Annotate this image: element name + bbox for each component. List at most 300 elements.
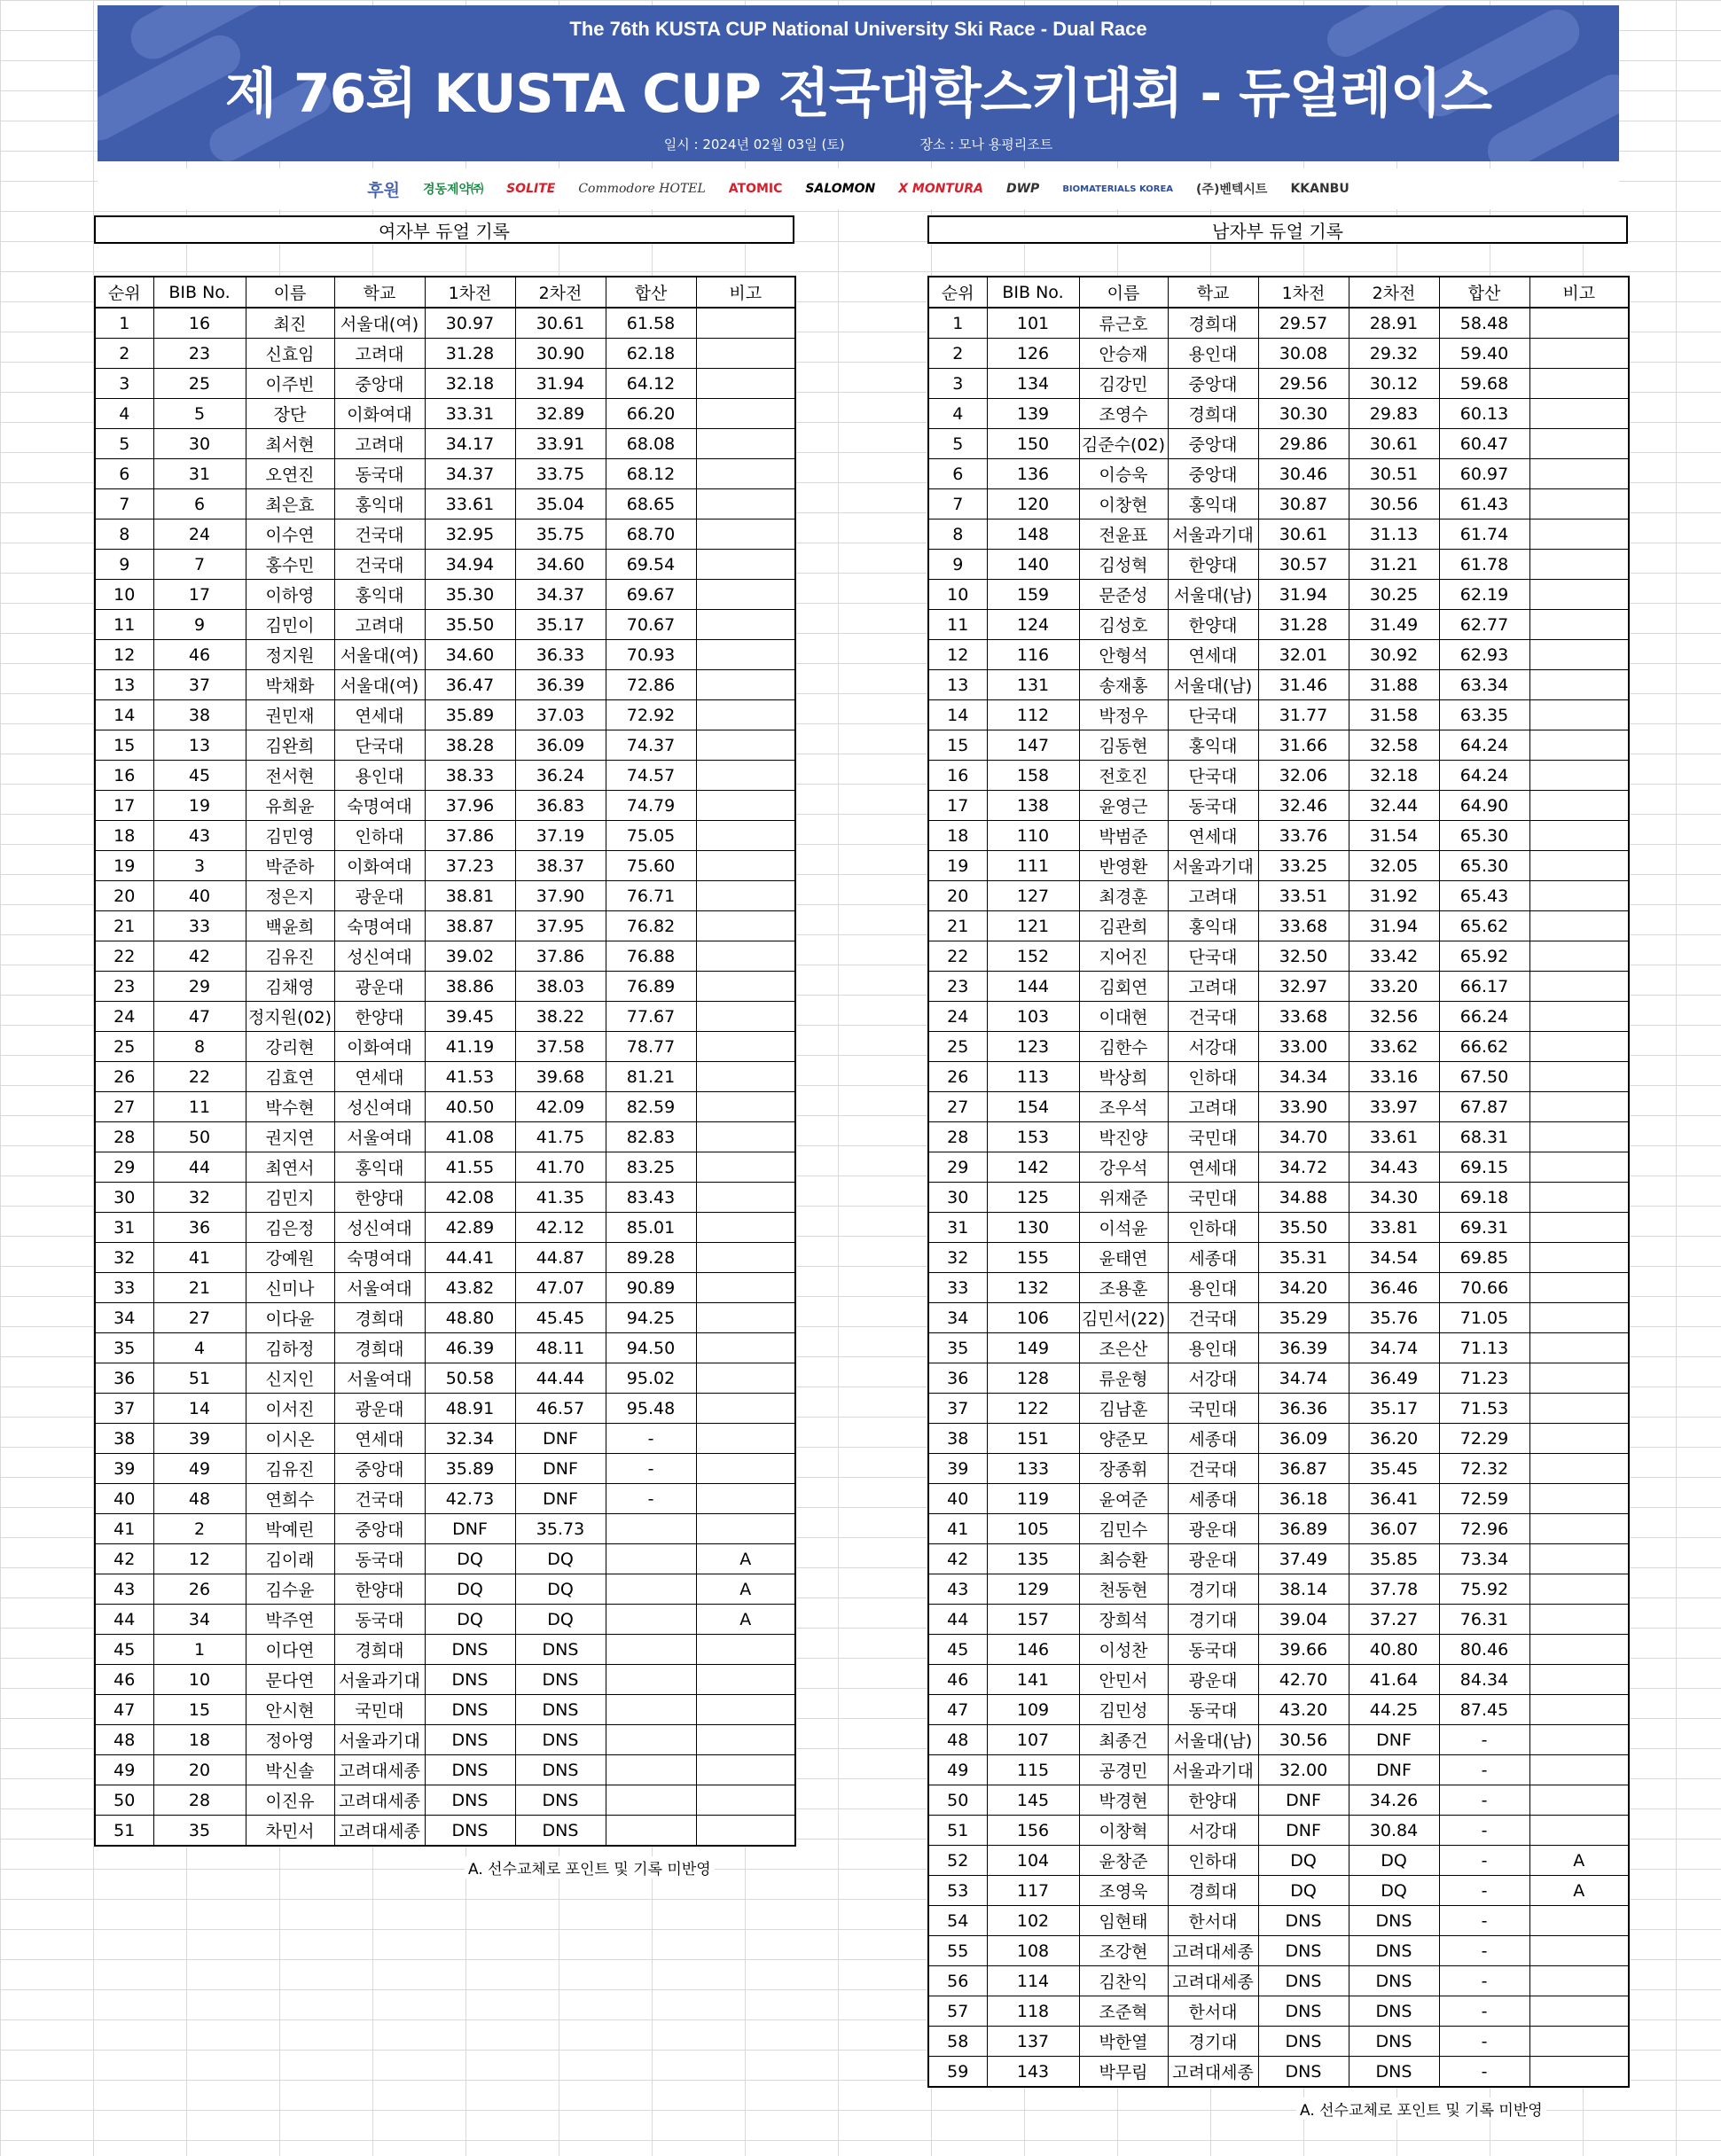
run2-cell: 30.25: [1349, 580, 1439, 610]
rank-cell: 45: [928, 1635, 987, 1665]
total-cell: 62.77: [1439, 610, 1529, 640]
total-cell: [606, 1725, 696, 1755]
total-cell: 70.66: [1439, 1273, 1529, 1303]
remarks-cell: [1529, 610, 1629, 640]
total-cell: 62.18: [606, 339, 696, 369]
run2-cell: 42.12: [515, 1213, 606, 1243]
table-row: [95, 1544, 795, 1574]
bib-cell: 31: [153, 459, 246, 489]
remarks-cell: [696, 1484, 795, 1514]
name-cell: 이시온: [246, 1424, 334, 1454]
table-row: [928, 700, 1629, 730]
remarks-cell: [1529, 1363, 1629, 1394]
run1-cell: 32.46: [1258, 791, 1349, 821]
run2-cell: 34.60: [515, 550, 606, 580]
bib-cell: 19: [153, 791, 246, 821]
name-cell: 박채화: [246, 670, 334, 700]
total-cell: [606, 1514, 696, 1544]
total-cell: 72.96: [1439, 1514, 1529, 1544]
total-cell: -: [1439, 1846, 1529, 1876]
total-cell: 69.54: [606, 550, 696, 580]
name-cell: 김민지: [246, 1183, 334, 1213]
name-cell: 양준모: [1079, 1424, 1168, 1454]
col-run1: 1차전: [1258, 277, 1349, 308]
total-cell: [606, 1635, 696, 1665]
bib-cell: 157: [987, 1605, 1079, 1635]
table-row: [928, 459, 1629, 489]
rank-cell: 2: [928, 339, 987, 369]
remarks-cell: [696, 519, 795, 550]
table-row: [928, 1062, 1629, 1092]
name-cell: 김민수: [1079, 1514, 1168, 1544]
table-row: [928, 1152, 1629, 1183]
run1-cell: 34.37: [425, 459, 515, 489]
rank-cell: 49: [95, 1755, 153, 1785]
table-row: [928, 1785, 1629, 1816]
table-row: [928, 1605, 1629, 1635]
run1-cell: 39.04: [1258, 1605, 1349, 1635]
school-cell: 연세대: [334, 1062, 425, 1092]
bib-cell: 131: [987, 670, 1079, 700]
total-cell: 69.15: [1439, 1152, 1529, 1183]
remarks-cell: [1529, 1816, 1629, 1846]
run2-cell: DNS: [1349, 2057, 1439, 2088]
name-cell: 안민서: [1079, 1665, 1168, 1695]
run2-cell: 29.83: [1349, 399, 1439, 429]
rank-cell: 53: [928, 1876, 987, 1906]
remarks-cell: [696, 1363, 795, 1394]
school-cell: 홍익대: [1168, 489, 1258, 519]
table-row: [928, 580, 1629, 610]
bib-cell: 125: [987, 1183, 1079, 1213]
table-row: [928, 730, 1629, 761]
remarks-cell: [696, 761, 795, 791]
bib-cell: 13: [153, 730, 246, 761]
rank-cell: 34: [95, 1303, 153, 1333]
rank-cell: 37: [95, 1394, 153, 1424]
table-row: [95, 1394, 795, 1424]
rank-cell: 41: [95, 1514, 153, 1544]
run2-cell: 41.75: [515, 1122, 606, 1152]
remarks-cell: [1529, 1605, 1629, 1635]
table-row: [95, 1122, 795, 1152]
bib-cell: 40: [153, 881, 246, 911]
remarks-cell: [1529, 821, 1629, 851]
rank-cell: 55: [928, 1936, 987, 1966]
total-cell: 69.85: [1439, 1243, 1529, 1273]
run2-cell: 36.07: [1349, 1514, 1439, 1544]
run2-cell: 37.78: [1349, 1574, 1439, 1605]
rank-cell: 32: [95, 1243, 153, 1273]
run2-cell: 35.04: [515, 489, 606, 519]
name-cell: 박무림: [1079, 2057, 1168, 2088]
table-row: [95, 1333, 795, 1363]
total-cell: 60.97: [1439, 459, 1529, 489]
run1-cell: 32.34: [425, 1424, 515, 1454]
run2-cell: 44.25: [1349, 1695, 1439, 1725]
total-cell: -: [1439, 1755, 1529, 1785]
school-cell: 서강대: [1168, 1363, 1258, 1394]
total-cell: 82.59: [606, 1092, 696, 1122]
table-row: [928, 911, 1629, 941]
remarks-cell: [696, 1152, 795, 1183]
run1-cell: 33.90: [1258, 1092, 1349, 1122]
run2-cell: 30.61: [515, 308, 606, 339]
header-row: [95, 277, 795, 308]
table-row: [928, 1122, 1629, 1152]
women-results-table: [94, 276, 796, 1847]
run2-cell: 38.22: [515, 1002, 606, 1032]
run1-cell: 34.94: [425, 550, 515, 580]
school-cell: 연세대: [334, 700, 425, 730]
total-cell: 69.67: [606, 580, 696, 610]
table-row: [95, 1635, 795, 1665]
bib-cell: 30: [153, 429, 246, 459]
total-cell: 62.19: [1439, 580, 1529, 610]
total-cell: 87.45: [1439, 1695, 1529, 1725]
school-cell: 중앙대: [334, 1514, 425, 1544]
school-cell: 서울과기대: [334, 1725, 425, 1755]
total-cell: 66.62: [1439, 1032, 1529, 1062]
sponsor-logo: X MONTURA: [898, 182, 983, 196]
name-cell: 신효임: [246, 339, 334, 369]
name-cell: 윤여준: [1079, 1484, 1168, 1514]
table-row: [928, 550, 1629, 580]
run2-cell: 34.54: [1349, 1243, 1439, 1273]
rank-cell: 29: [95, 1152, 153, 1183]
school-cell: 경희대: [1168, 308, 1258, 339]
run1-cell: DNS: [425, 1755, 515, 1785]
total-cell: 65.62: [1439, 911, 1529, 941]
remarks-cell: [696, 911, 795, 941]
total-cell: 76.88: [606, 941, 696, 972]
bib-cell: 104: [987, 1846, 1079, 1876]
remarks-cell: [1529, 1785, 1629, 1816]
run1-cell: 31.66: [1258, 730, 1349, 761]
school-cell: 서울과기대: [1168, 1755, 1258, 1785]
remarks-cell: [1529, 1273, 1629, 1303]
total-cell: 71.53: [1439, 1394, 1529, 1424]
school-cell: 서울대(남): [1168, 1725, 1258, 1755]
rank-cell: 19: [95, 851, 153, 881]
remarks-cell: [1529, 339, 1629, 369]
rank-cell: 8: [928, 519, 987, 550]
remarks-cell: [696, 1725, 795, 1755]
school-cell: 고려대: [334, 429, 425, 459]
run2-cell: 32.18: [1349, 761, 1439, 791]
bib-cell: 45: [153, 761, 246, 791]
remarks-cell: [696, 1183, 795, 1213]
run1-cell: 32.97: [1258, 972, 1349, 1002]
school-cell: 인하대: [1168, 1213, 1258, 1243]
school-cell: 경희대: [334, 1635, 425, 1665]
rank-cell: 19: [928, 851, 987, 881]
total-cell: 60.47: [1439, 429, 1529, 459]
table-row: [928, 2027, 1629, 2057]
bib-cell: 24: [153, 519, 246, 550]
rank-cell: 37: [928, 1394, 987, 1424]
remarks-cell: [696, 1695, 795, 1725]
bib-cell: 12: [153, 1544, 246, 1574]
run1-cell: 41.08: [425, 1122, 515, 1152]
school-cell: 단국대: [1168, 700, 1258, 730]
bib-cell: 25: [153, 369, 246, 399]
table-row: [928, 761, 1629, 791]
bib-cell: 7: [153, 550, 246, 580]
bib-cell: 148: [987, 519, 1079, 550]
name-cell: 박상희: [1079, 1062, 1168, 1092]
total-cell: 82.83: [606, 1122, 696, 1152]
col-rank: 순위: [95, 277, 153, 308]
total-cell: 74.57: [606, 761, 696, 791]
col-remarks: 비고: [1529, 277, 1629, 308]
run1-cell: 31.28: [1258, 610, 1349, 640]
remarks-cell: [696, 1122, 795, 1152]
table-row: [95, 459, 795, 489]
school-cell: 숙명여대: [334, 1243, 425, 1273]
total-cell: 83.25: [606, 1152, 696, 1183]
run2-cell: 33.97: [1349, 1092, 1439, 1122]
run1-cell: 35.30: [425, 580, 515, 610]
bib-cell: 152: [987, 941, 1079, 972]
bib-cell: 107: [987, 1725, 1079, 1755]
name-cell: 차민서: [246, 1816, 334, 1847]
run1-cell: 32.01: [1258, 640, 1349, 670]
run2-cell: DNS: [515, 1755, 606, 1785]
table-row: [928, 610, 1629, 640]
bib-cell: 112: [987, 700, 1079, 730]
run1-cell: 30.30: [1258, 399, 1349, 429]
rank-cell: 16: [95, 761, 153, 791]
rank-cell: 10: [928, 580, 987, 610]
run1-cell: 35.89: [425, 1454, 515, 1484]
bib-cell: 153: [987, 1122, 1079, 1152]
bib-cell: 20: [153, 1755, 246, 1785]
name-cell: 이성찬: [1079, 1635, 1168, 1665]
school-cell: 광운대: [334, 972, 425, 1002]
bib-cell: 103: [987, 1002, 1079, 1032]
bib-cell: 116: [987, 640, 1079, 670]
run2-cell: 36.33: [515, 640, 606, 670]
rank-cell: 7: [95, 489, 153, 519]
name-cell: 권민재: [246, 700, 334, 730]
total-cell: 94.25: [606, 1303, 696, 1333]
table-row: [928, 1996, 1629, 2027]
banner-title: 제 76회 KUSTA CUP 전국대학스키대회 - 듀얼레이스: [225, 63, 1491, 125]
table-row: [95, 1424, 795, 1454]
bib-cell: 150: [987, 429, 1079, 459]
name-cell: 전서현: [246, 761, 334, 791]
run1-cell: 30.46: [1258, 459, 1349, 489]
remarks-cell: [1529, 459, 1629, 489]
name-cell: 이수연: [246, 519, 334, 550]
remarks-cell: [1529, 911, 1629, 941]
run1-cell: 30.87: [1258, 489, 1349, 519]
total-cell: 76.31: [1439, 1605, 1529, 1635]
run2-cell: DNS: [515, 1816, 606, 1847]
rank-cell: 17: [95, 791, 153, 821]
bib-cell: 121: [987, 911, 1079, 941]
table-row: [95, 1725, 795, 1755]
sponsor-strip: [98, 168, 1619, 209]
rank-cell: 29: [928, 1152, 987, 1183]
bib-cell: 26: [153, 1574, 246, 1605]
run2-cell: 35.75: [515, 519, 606, 550]
remarks-cell: [1529, 1454, 1629, 1484]
run1-cell: DNF: [425, 1514, 515, 1544]
name-cell: 정지원(02): [246, 1002, 334, 1032]
remarks-cell: [1529, 1424, 1629, 1454]
remarks-cell: [1529, 1665, 1629, 1695]
school-cell: 동국대: [1168, 1695, 1258, 1725]
remarks-cell: [1529, 1574, 1629, 1605]
bib-cell: 147: [987, 730, 1079, 761]
remarks-cell: [696, 610, 795, 640]
table-row: [928, 1454, 1629, 1484]
table-row: [95, 1273, 795, 1303]
bib-cell: 18: [153, 1725, 246, 1755]
run1-cell: 31.94: [1258, 580, 1349, 610]
remarks-cell: A: [1529, 1876, 1629, 1906]
name-cell: 윤창준: [1079, 1846, 1168, 1876]
total-cell: -: [606, 1454, 696, 1484]
total-cell: 67.50: [1439, 1062, 1529, 1092]
name-cell: 김은정: [246, 1213, 334, 1243]
total-cell: 60.13: [1439, 399, 1529, 429]
remarks-cell: [696, 1454, 795, 1484]
remarks-cell: [1529, 1755, 1629, 1785]
bib-cell: 28: [153, 1785, 246, 1816]
name-cell: 김유진: [246, 1454, 334, 1484]
run2-cell: DQ: [1349, 1876, 1439, 1906]
name-cell: 박주연: [246, 1605, 334, 1635]
total-cell: 77.67: [606, 1002, 696, 1032]
bib-cell: 11: [153, 1092, 246, 1122]
rank-cell: 9: [95, 550, 153, 580]
sponsor-logo: DWP: [1005, 182, 1040, 196]
run1-cell: 38.87: [425, 911, 515, 941]
table-row: [95, 1243, 795, 1273]
run2-cell: 34.43: [1349, 1152, 1439, 1183]
run1-cell: 32.18: [425, 369, 515, 399]
bib-cell: 4: [153, 1333, 246, 1363]
run2-cell: 36.24: [515, 761, 606, 791]
run2-cell: 37.27: [1349, 1605, 1439, 1635]
run2-cell: 37.03: [515, 700, 606, 730]
rank-cell: 39: [95, 1454, 153, 1484]
school-cell: 단국대: [1168, 941, 1258, 972]
name-cell: 조영수: [1079, 399, 1168, 429]
total-cell: 58.48: [1439, 308, 1529, 339]
school-cell: 서울여대: [334, 1273, 425, 1303]
school-cell: 숙명여대: [334, 911, 425, 941]
total-cell: 66.20: [606, 399, 696, 429]
run2-cell: DQ: [515, 1574, 606, 1605]
school-cell: 경기대: [1168, 2027, 1258, 2057]
school-cell: 성신여대: [334, 1213, 425, 1243]
run1-cell: DNS: [425, 1635, 515, 1665]
run2-cell: 33.75: [515, 459, 606, 489]
school-cell: 중앙대: [1168, 459, 1258, 489]
name-cell: 공경민: [1079, 1755, 1168, 1785]
total-cell: 83.43: [606, 1183, 696, 1213]
table-row: [95, 1484, 795, 1514]
school-cell: 중앙대: [1168, 429, 1258, 459]
remarks-cell: A: [1529, 1846, 1629, 1876]
school-cell: 성신여대: [334, 941, 425, 972]
name-cell: 전윤표: [1079, 519, 1168, 550]
rank-cell: 6: [95, 459, 153, 489]
bib-cell: 158: [987, 761, 1079, 791]
table-row: [95, 761, 795, 791]
run1-cell: 31.28: [425, 339, 515, 369]
school-cell: 한양대: [1168, 610, 1258, 640]
run1-cell: 32.95: [425, 519, 515, 550]
run2-cell: 32.89: [515, 399, 606, 429]
banner-info: [98, 135, 1619, 153]
name-cell: 신지인: [246, 1363, 334, 1394]
remarks-cell: [696, 1333, 795, 1363]
bib-cell: 35: [153, 1816, 246, 1847]
table-row: [928, 791, 1629, 821]
run1-cell: 44.41: [425, 1243, 515, 1273]
rank-cell: 46: [95, 1665, 153, 1695]
table-row: [928, 489, 1629, 519]
rank-cell: 2: [95, 339, 153, 369]
name-cell: 김수윤: [246, 1574, 334, 1605]
run1-cell: DNS: [1258, 2057, 1349, 2088]
rank-cell: 42: [95, 1544, 153, 1574]
bib-cell: 136: [987, 459, 1079, 489]
school-cell: 동국대: [1168, 791, 1258, 821]
name-cell: 류운형: [1079, 1363, 1168, 1394]
run1-cell: 30.08: [1258, 339, 1349, 369]
total-cell: 90.89: [606, 1273, 696, 1303]
name-cell: 강리현: [246, 1032, 334, 1062]
run1-cell: 35.50: [1258, 1213, 1349, 1243]
remarks-cell: [1529, 730, 1629, 761]
school-cell: 동국대: [334, 459, 425, 489]
total-cell: 59.40: [1439, 339, 1529, 369]
remarks-cell: [1529, 1966, 1629, 1996]
total-cell: 72.59: [1439, 1484, 1529, 1514]
school-cell: 용인대: [1168, 1333, 1258, 1363]
name-cell: 장희석: [1079, 1605, 1168, 1635]
run1-cell: 36.39: [1258, 1333, 1349, 1363]
bib-cell: 119: [987, 1484, 1079, 1514]
rank-cell: 49: [928, 1755, 987, 1785]
name-cell: 유희윤: [246, 791, 334, 821]
table-row: [928, 1936, 1629, 1966]
name-cell: 강우석: [1079, 1152, 1168, 1183]
remarks-cell: [1529, 429, 1629, 459]
name-cell: 이창현: [1079, 489, 1168, 519]
rank-cell: 31: [928, 1213, 987, 1243]
rank-cell: 24: [95, 1002, 153, 1032]
total-cell: -: [1439, 1816, 1529, 1846]
total-cell: 76.71: [606, 881, 696, 911]
rank-cell: 7: [928, 489, 987, 519]
name-cell: 반영환: [1079, 851, 1168, 881]
run2-cell: 32.56: [1349, 1002, 1439, 1032]
table-row: [95, 1002, 795, 1032]
run1-cell: 35.89: [425, 700, 515, 730]
col-school: 학교: [1168, 277, 1258, 308]
col-name: 이름: [1079, 277, 1168, 308]
run1-cell: 33.61: [425, 489, 515, 519]
run1-cell: 36.09: [1258, 1424, 1349, 1454]
name-cell: 신미나: [246, 1273, 334, 1303]
